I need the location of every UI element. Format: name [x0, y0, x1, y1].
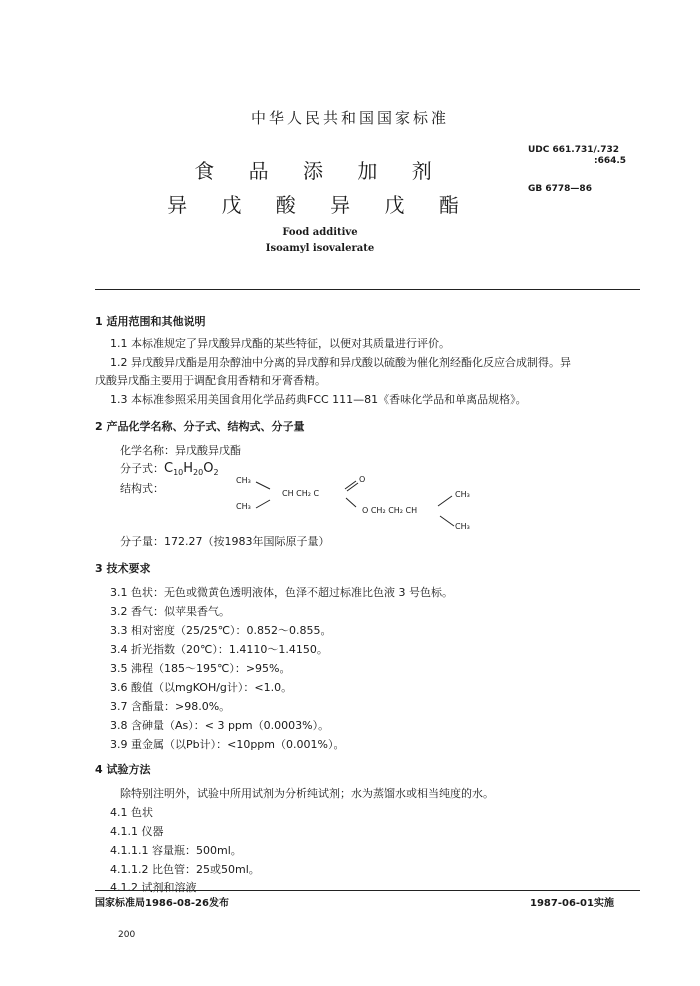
bond-c-o-2 [347, 483, 358, 491]
title-cn-line1: 食 品 添 加 剂 [194, 159, 446, 183]
struct-o-carbonyl: O [359, 475, 366, 484]
spec-3-2: 3.2 香气：似苹果香气。 [110, 605, 230, 618]
struct-ch3-top-left: CH₃ [236, 476, 251, 485]
page-number: 200 [118, 930, 136, 940]
spec-3-9: 3.9 重金属（以Pb计）：<10ppm（0.001%）。 [110, 738, 345, 751]
effective-date: 1987-06-01实施 [530, 898, 614, 909]
method-4-1-1: 4.1.1 仪器 [110, 825, 164, 838]
section1-heading: 1 适用范围和其他说明 [95, 315, 206, 328]
chemical-name: 化学名称：异戊酸异戊酯 [120, 444, 241, 457]
spec-3-3: 3.3 相对密度（25/25℃）：0.852～0.855。 [110, 624, 332, 637]
spec-3-1: 3.1 色状：无色或微黄色透明液体，色泽不超过标准比色液 3 号色标。 [110, 586, 453, 599]
test-intro: 除特别注明外，试验中所用试剂为分析纯试剂；水为蒸馏水或相当纯度的水。 [120, 787, 494, 800]
bond-ch-ch3d [440, 516, 454, 526]
section4-heading: 4 试验方法 [95, 763, 151, 776]
section3-heading: 3 技术要求 [95, 562, 151, 575]
method-4-1: 4.1 色状 [110, 806, 153, 819]
spec-3-7: 3.7 含酯量：>98.0%。 [110, 700, 231, 713]
method-4-1-1-1: 4.1.1.1 容量瓶：500ml。 [110, 844, 242, 857]
issued-date: 国家标准局1986-08-26发布 [95, 898, 229, 909]
formula-o-sub: 2 [213, 468, 219, 478]
spec-3-6: 3.6 酸值（以mgKOH/g计）：<1.0。 [110, 681, 293, 694]
formula-c-sub: 10 [173, 468, 184, 478]
struct-ch-ch2-c: CH CH₂ C [282, 489, 320, 498]
struct-ch3-top-right: CH₃ [455, 490, 470, 499]
udc-line1: UDC 661.731/.732 [528, 145, 620, 155]
title-cn-line2: 异 戊 酸 异 戊 酯 [167, 193, 473, 217]
bond-ch3b-ch [256, 500, 270, 508]
para-1-2a: 1.2 异戊酸异戊酯是用杂醇油中分离的异戊醇和异戊酸以硫酸为催化剂经酯化反应合成制得。异 [110, 356, 571, 369]
formula-h-sub: 20 [193, 468, 204, 478]
method-4-1-1-2: 4.1.1.2 比色管：25或50ml。 [110, 863, 260, 876]
para-1-1: 1.1 本标准规定了异戊酸异戊酯的某些特征，以便对其质量进行评价。 [110, 337, 450, 350]
formula-c: C [164, 461, 174, 476]
struct-ch3-bottom-left: CH₃ [236, 502, 251, 511]
title-en-line1: Food additive [282, 227, 358, 238]
section2-heading: 2 产品化学名称、分子式、结构式、分子量 [95, 420, 305, 433]
bond-c-oester [346, 498, 356, 507]
structure-label: 结构式： [120, 482, 164, 495]
bond-ch-ch3c [438, 496, 452, 506]
bond-ch3a-ch [256, 482, 270, 489]
formula-label: 分子式： [120, 462, 164, 475]
formula-o: O [203, 461, 214, 476]
spec-3-8: 3.8 含砷量（As）：< 3 ppm（0.0003%）。 [110, 719, 330, 732]
spec-3-5: 3.5 沸程（185～195℃）：>95%。 [110, 662, 291, 675]
method-4-1-2: 4.1.2 试剂和溶液 [110, 881, 197, 894]
spec-3-4: 3.4 折光指数（20℃）：1.4110～1.4150。 [110, 643, 328, 656]
gb-number: GB 6778—86 [528, 184, 592, 194]
para-1-3: 1.3 本标准参照采用美国食用化学品药典FCC 111—81《香味化学品和单离品规格》。 [110, 393, 527, 406]
formula-h: H [183, 461, 194, 476]
title-en-line2: Isoamyl isovalerate [265, 243, 375, 254]
struct-o-chain: O CH₂ CH₂ CH [362, 506, 418, 515]
struct-ch3-bottom-right: CH₃ [455, 522, 470, 531]
bond-c-o-1 [345, 481, 356, 489]
standard-country-title: 中华人民共和国国家标准 [250, 109, 449, 127]
udc-line2: :664.5 [594, 156, 627, 166]
molecular-weight: 分子量：172.27（按1983年国际原子量） [120, 535, 330, 548]
para-1-2b: 戊酸异戊酯主要用于调配食用香精和牙膏香精。 [95, 374, 326, 387]
footer-divider [95, 890, 640, 891]
